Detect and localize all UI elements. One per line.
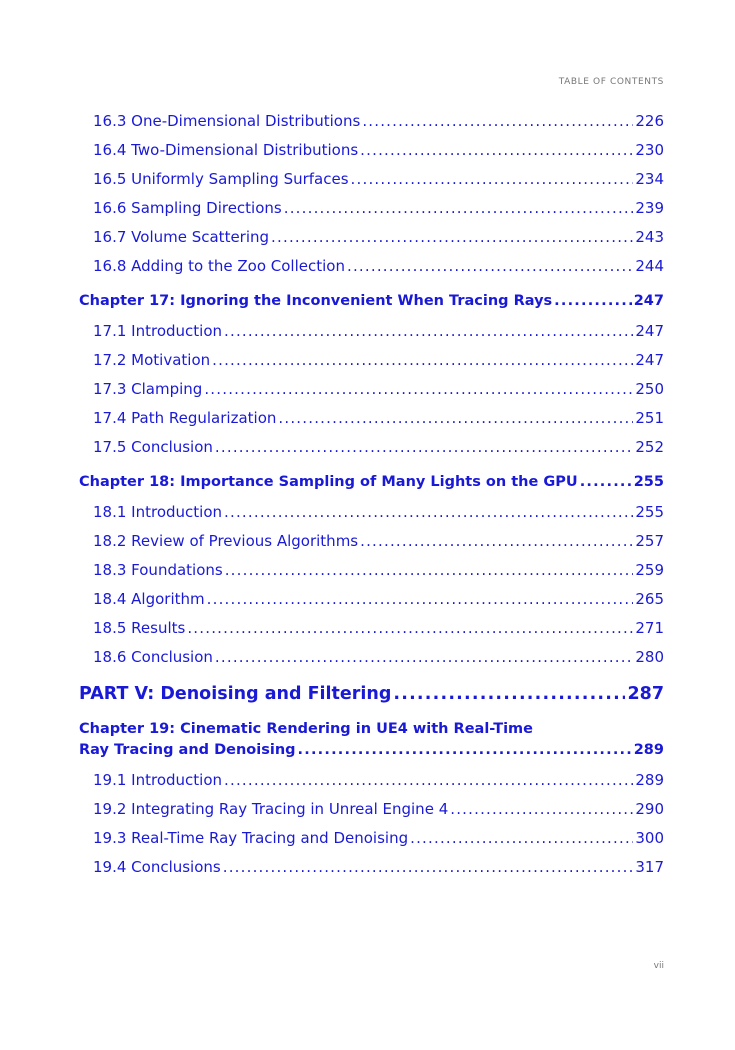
toc-entry-page: 234 [635, 170, 664, 188]
toc-chapter-page: 247 [633, 293, 664, 309]
toc-entry-title: 16.8 Adding to the Zoo Collection [93, 257, 345, 275]
dot-leader [450, 799, 633, 819]
dot-leader [215, 437, 633, 457]
dot-leader [224, 502, 633, 522]
toc-entry-17-4[interactable] [93, 408, 664, 428]
toc-entry-19-4[interactable] [93, 857, 664, 877]
toc-entry-page: 239 [635, 199, 664, 217]
toc-entry-18-1[interactable] [93, 502, 664, 522]
toc-entry-18-4[interactable] [93, 589, 664, 609]
toc-entry-page: 259 [635, 561, 664, 579]
dot-leader [347, 256, 633, 276]
toc-entry-page: 244 [635, 257, 664, 275]
toc-entry-title: 16.7 Volume Scattering [93, 228, 270, 246]
toc-entry-18-2[interactable] [93, 531, 664, 551]
dot-leader [207, 589, 634, 609]
toc-entry-16-8[interactable] [93, 256, 664, 276]
toc-entry-page: 243 [635, 228, 664, 246]
toc-entry-title: 19.1 Introduction [93, 771, 223, 789]
dot-leader [351, 169, 634, 189]
dot-leader [225, 560, 634, 580]
toc-entry-title: 18.1 Introduction [93, 503, 223, 521]
toc-entry-16-3[interactable] [93, 111, 664, 131]
toc-chapter-19[interactable] [79, 740, 664, 760]
toc-entry-page: 257 [635, 532, 664, 550]
running-header: TABLE OF CONTENTS [558, 77, 664, 87]
toc-entry-18-5[interactable] [93, 618, 664, 638]
toc-chapter-page: 289 [633, 742, 664, 758]
toc-entry-page: 271 [635, 619, 664, 637]
toc-entry-title: 17.1 Introduction [93, 322, 223, 340]
toc-chapter-17[interactable] [79, 291, 664, 311]
dot-leader [284, 198, 634, 218]
toc-entry-16-6[interactable] [93, 198, 664, 218]
dot-leader [224, 770, 633, 790]
toc-entry-page: 252 [635, 438, 664, 456]
toc-entry-page: 255 [635, 503, 664, 521]
dot-leader [580, 472, 632, 492]
toc-chapter-19-title-line1[interactable]: Chapter 19: Cinematic Rendering in UE4 with Real-Time [79, 721, 534, 737]
toc-entry-19-3[interactable] [93, 828, 664, 848]
toc-entry-page: 247 [635, 351, 664, 369]
toc-entry-title: 19.2 Integrating Ray Tracing in Unreal Engine 4 [93, 800, 449, 818]
toc-entry-title: 18.6 Conclusion [93, 648, 213, 666]
toc-entry-19-1[interactable] [93, 770, 664, 790]
toc-entry-page: 300 [635, 829, 664, 847]
toc-entry-page: 289 [635, 771, 664, 789]
toc-entry-19-2[interactable] [93, 799, 664, 819]
toc-entry-page: 230 [635, 141, 664, 159]
toc-entry-title: 16.6 Sampling Directions [93, 199, 282, 217]
dot-leader [204, 379, 633, 399]
toc-entry-title: 19.3 Real-Time Ray Tracing and Denoising [93, 829, 409, 847]
dot-leader [554, 291, 632, 311]
dot-leader [212, 350, 633, 370]
toc-part-5[interactable] [79, 682, 664, 706]
toc-entry-16-7[interactable] [93, 227, 664, 247]
toc-entry-18-6[interactable] [93, 647, 664, 667]
toc-entry-title: 17.5 Conclusion [93, 438, 213, 456]
toc-entry-17-3[interactable] [93, 379, 664, 399]
toc-entry-title: 16.3 One-Dimensional Distributions [93, 112, 361, 130]
dot-leader [223, 857, 634, 877]
dot-leader [271, 227, 633, 247]
toc-entry-title: 18.5 Results [93, 619, 186, 637]
dot-leader [278, 408, 633, 428]
dot-leader [298, 740, 632, 760]
toc-entry-title: 18.4 Algorithm [93, 590, 205, 608]
dot-leader [224, 321, 633, 341]
toc-part-page: 287 [627, 684, 664, 704]
dot-leader [215, 647, 633, 667]
page-number: vii [653, 961, 664, 971]
dot-leader [393, 682, 625, 706]
toc-entry-title: 16.4 Two-Dimensional Distributions [93, 141, 359, 159]
dot-leader [360, 140, 633, 160]
toc-entry-page: 226 [635, 112, 664, 130]
dot-leader [360, 531, 633, 551]
toc-chapter-page: 255 [633, 474, 664, 490]
toc-entry-page: 251 [635, 409, 664, 427]
toc-entry-18-3[interactable] [93, 560, 664, 580]
toc-entry-title: 17.4 Path Regularization [93, 409, 277, 427]
toc-chapter-title: Ray Tracing and Denoising [79, 742, 296, 758]
toc-entry-16-4[interactable] [93, 140, 664, 160]
toc-chapter-18[interactable] [79, 472, 664, 492]
toc-entry-page: 250 [635, 380, 664, 398]
toc-entry-17-1[interactable] [93, 321, 664, 341]
toc-chapter-title: Chapter 17: Ignoring the Inconvenient When Tracing Rays [79, 293, 553, 309]
toc-entry-title: 17.3 Clamping [93, 380, 203, 398]
toc-entry-title: 16.5 Uniformly Sampling Surfaces [93, 170, 349, 188]
dot-leader [362, 111, 633, 131]
toc-entry-page: 280 [635, 648, 664, 666]
toc-entry-page: 317 [635, 858, 664, 876]
toc-entry-title: 18.3 Foundations [93, 561, 223, 579]
dot-leader [187, 618, 633, 638]
toc-chapter-title: Chapter 18: Importance Sampling of Many Lights on the GPU [79, 474, 578, 490]
toc-part-title: PART V: Denoising and Filtering [79, 684, 392, 704]
toc-entry-page: 290 [635, 800, 664, 818]
toc-entry-page: 247 [635, 322, 664, 340]
toc-entry-17-5[interactable] [93, 437, 664, 457]
toc-entry-page: 265 [635, 590, 664, 608]
toc-entry-title: 18.2 Review of Previous Algorithms [93, 532, 359, 550]
dot-leader [410, 828, 633, 848]
toc-entry-16-5[interactable] [93, 169, 664, 189]
toc-entry-17-2[interactable] [93, 350, 664, 370]
toc-entry-title: 19.4 Conclusions [93, 858, 221, 876]
toc-entry-title: 17.2 Motivation [93, 351, 211, 369]
